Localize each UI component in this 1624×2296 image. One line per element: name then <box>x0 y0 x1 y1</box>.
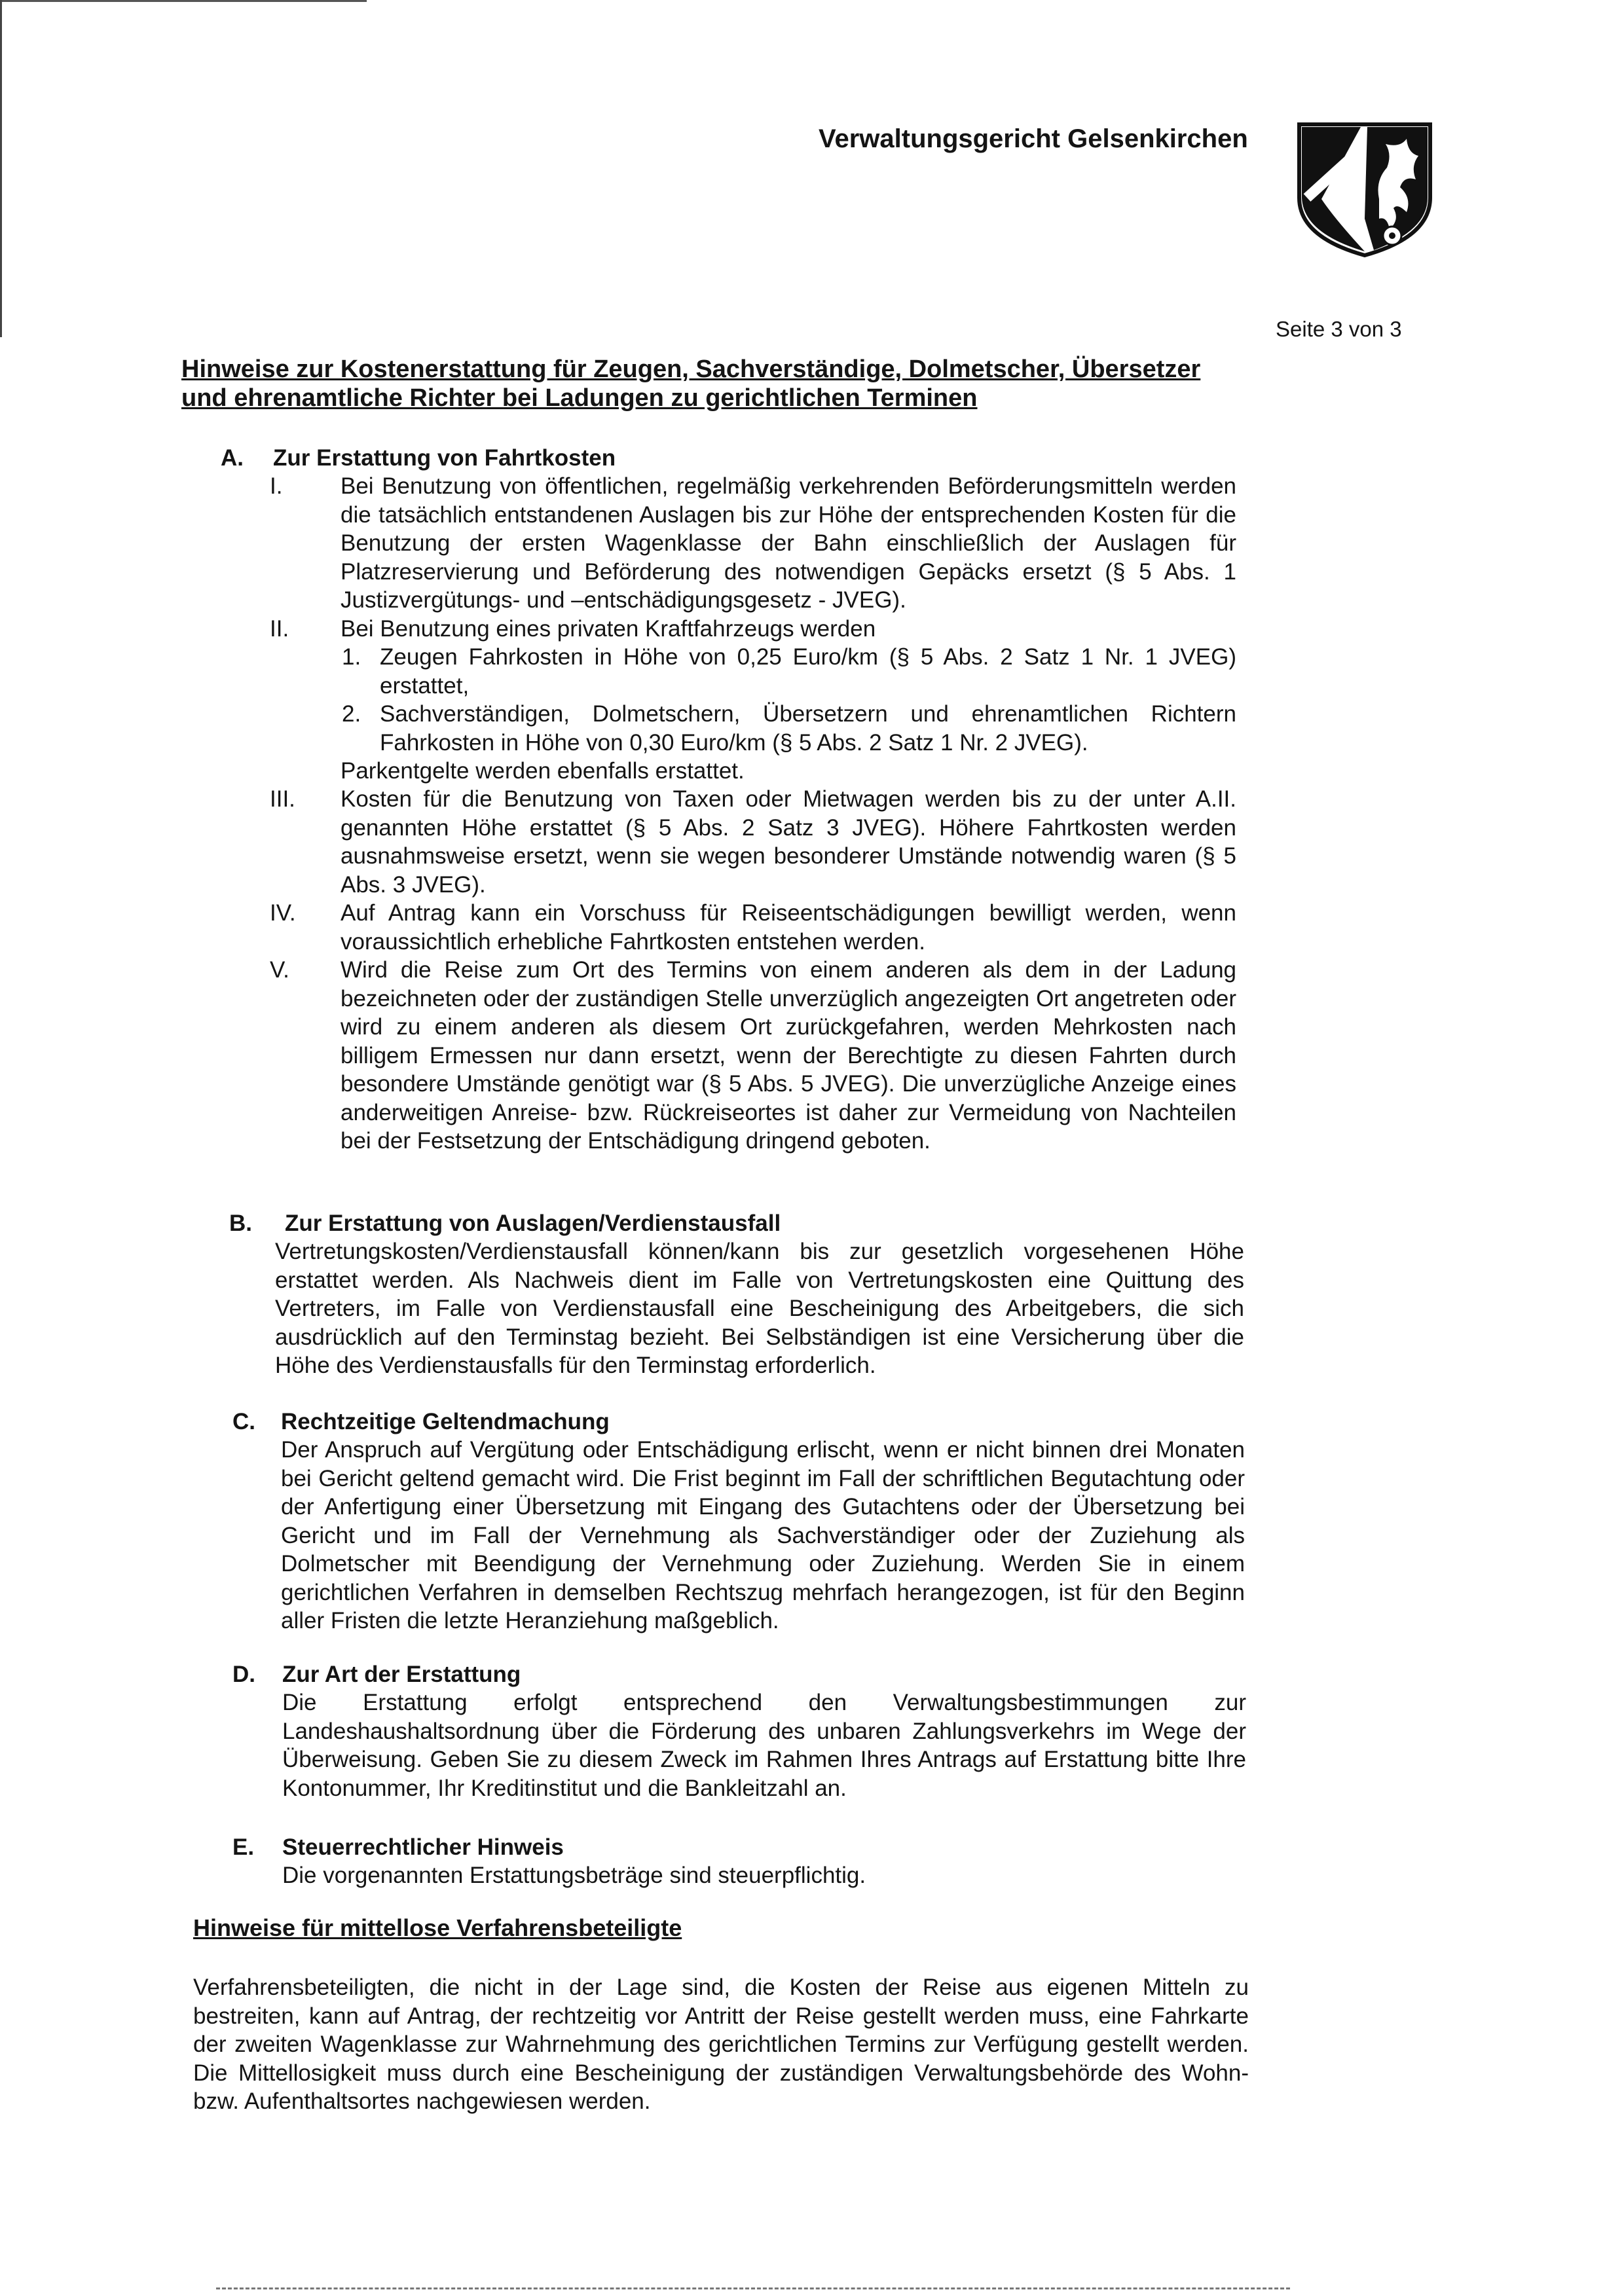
item-text: Bei Benutzung eines privaten Kraftfahrzeugs werden <box>341 616 876 642</box>
document-title-line-2: und ehrenamtliche Richter bei Ladungen zu gerichtlichen Terminen <box>181 384 978 412</box>
court-name: Verwaltungsgericht Gelsenkirchen <box>819 124 1248 153</box>
section-letter: D. <box>232 1662 255 1687</box>
item-note: Parkentgelte werden ebenfalls erstattet. <box>341 758 745 784</box>
nrw-coat-of-arms-icon <box>1295 120 1434 259</box>
item-text: Bei Benutzung von öffentlichen, regelmäßig verkehrenden Beförderungsmitteln werden die tatsächlich entstandenen Auslagen bis zur Höhe der entsprechenden Kosten für die Benutzung der ersten Wagenklasse der Bahn einschließlich der Auslagen für Platzreservierung und Beförderung des notwendigen Gepäcks ersetzt (§ 5 Abs. 1 Justizvergütungs- und –entschädigungsgesetz - JVEG). <box>341 473 1236 613</box>
scan-edge-left <box>0 0 2 337</box>
scan-edge-bottom <box>216 2287 1290 2289</box>
item-numeral: V. <box>270 957 289 983</box>
scan-edge-top <box>0 0 367 2</box>
section-letter: C. <box>232 1409 255 1434</box>
item-text: Kosten für die Benutzung von Taxen oder Mietwagen werden bis zu der unter A.II. genannten Höhe erstattet (§ 5 Abs. 2 Satz 3 JVEG). Höhere Fahrtkosten werden ausnahmsweise ersetzt, wenn sie wegen besonderer Umstände notwendig waren (§ 5 Abs. 3 JVEG). <box>341 786 1236 898</box>
section-text: Vertretungskosten/Verdienstausfall können/kann bis zur gesetzlich vorgesehenen Höhe erstattet werden. Als Nachweis dient im Falle von Vertretungskosten eine Quittung des Vertreters, im Falle von Verdienstausfall eine Bescheinigung des Arbeitgebers, die sich ausdrücklich auf den Terminstag bezieht. Bei Selbständigen ist eine Versicherung über die Höhe des Verdienstausfalls für den Terminstag erforderlich. <box>275 1239 1244 1378</box>
mittellos-text: Verfahrensbeteiligten, die nicht in der Lage sind, die Kosten der Reise aus eigenen Mitteln zu bestreiten, kann auf Antrag, der rechtzeitig vor Antritt der Reise gestellt werden muss, eine Fahrkarte der zweiten Wagenklasse zur Wahrnehmung des gerichtlichen Termins zur Verfügung gestellt werden. Die Mittellosigkeit muss durch eine Bescheinigung der zuständigen Verwaltungsbehörde des Wohn- bzw. Aufenthaltsortes nachgewiesen werden. <box>193 1975 1249 2114</box>
section-letter: A. <box>221 445 244 471</box>
page-number: Seite 3 von 3 <box>1276 317 1402 341</box>
section-heading: Zur Art der Erstattung <box>282 1662 521 1687</box>
document-title-line-1: Hinweise zur Kostenerstattung für Zeugen, Sachverständige, Dolmetscher, Übersetzer <box>181 355 1201 383</box>
section-text: Die vorgenannten Erstattungsbeträge sind steuerpflichtig. <box>282 1863 866 1888</box>
subitem-text: Sachverständigen, Dolmetschern, Übersetzern und ehrenamtlichen Richtern Fahrkosten in Höhe von 0,30 Euro/km (§ 5 Abs. 2 Satz 1 Nr. 2 JVEG). <box>380 701 1236 756</box>
section-heading: Steuerrechtlicher Hinweis <box>282 1834 564 1860</box>
section-heading: Rechtzeitige Geltendmachung <box>281 1409 610 1434</box>
section-letter: B. <box>229 1211 252 1236</box>
document-title <box>181 355 1250 412</box>
item-numeral: I. <box>270 473 283 499</box>
section-heading: Zur Erstattung von Auslagen/Verdienstausfall <box>285 1211 781 1236</box>
item-text: Auf Antrag kann ein Vorschuss für Reiseentschädigungen bewilligt werden, wenn voraussichtlich erhebliche Fahrtkosten entstehen werden. <box>341 900 1236 955</box>
section-heading: Zur Erstattung von Fahrtkosten <box>273 445 616 471</box>
section-text: Die Erstattung erfolgt entsprechend den Verwaltungsbestimmungen zur Landeshaushaltsordnung über die Förderung des unbaren Zahlungsverkehrs im Wege der Überweisung. Geben Sie zu diesem Zweck im Rahmen Ihres Antrags auf Erstattung bitte Ihre Kontonummer, Ihr Kreditinstitut und die Bankleitzahl an. <box>282 1690 1246 1801</box>
item-numeral: IV. <box>270 900 296 926</box>
subitem-number: 2. <box>342 701 361 727</box>
item-numeral: II. <box>270 616 289 642</box>
subitem-text: Zeugen Fahrkosten in Höhe von 0,25 Euro/km (§ 5 Abs. 2 Satz 1 Nr. 1 JVEG) erstattet, <box>380 644 1236 699</box>
section-text: Der Anspruch auf Vergütung oder Entschädigung erlischt, wenn er nicht binnen drei Monaten bei Gericht geltend gemacht wird. Die Frist beginnt im Fall der schriftlichen Begutachtung oder der Anfertigung einer Übersetzung mit Eingang des Gutachtens oder der Übersetzung bei Gericht und im Fall der Vernehmung als Sachverständiger oder der Zuziehung als Dolmetscher mit Beendigung der Vernehmung oder Zuziehung. Werden Sie in einem gerichtlichen Verfahren in demselben Rechtszug mehrfach herangezogen, ist für den Beginn aller Fristen die letzte Heranziehung maßgeblich. <box>281 1437 1245 1633</box>
section-letter: E. <box>232 1834 255 1860</box>
mittellos-heading: Hinweise für mittellose Verfahrensbeteiligte <box>193 1914 682 1941</box>
item-text: Wird die Reise zum Ort des Termins von einem anderen als dem in der Ladung bezeichneten oder der zuständigen Stelle unverzüglich angezeigten Ort angetreten oder wird zu einem anderen als diesem Ort zurückgefahren, werden Mehrkosten nach billigem Ermessen nur dann ersetzt, wenn der Berechtigte zu diesen Fahrten durch besondere Umstände genötigt war (§ 5 Abs. 5 JVEG). Die unverzügliche Anzeige eines anderweitigen Anreise- bzw. Rückreiseortes ist daher zur Vermeidung von Nachteilen bei der Festsetzung der Entschädigung dringend geboten. <box>341 957 1236 1154</box>
subitem-number: 1. <box>342 644 361 670</box>
item-numeral: III. <box>270 786 295 812</box>
